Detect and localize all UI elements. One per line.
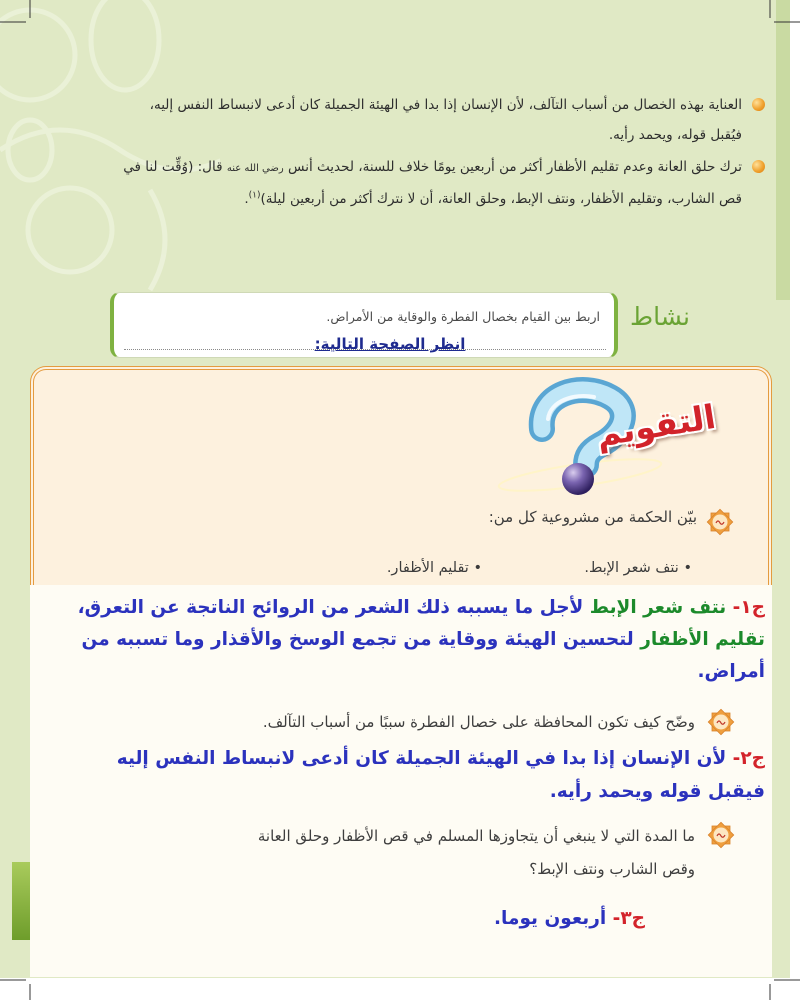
answer-text: لتحسين الهيئة ووقاية من تجمع الوسخ والأقذار وما تسببه من أمراض. xyxy=(81,629,765,682)
edge-color-strip xyxy=(776,0,790,300)
bullet-dot-icon xyxy=(752,98,765,111)
answer-line xyxy=(38,775,765,808)
answer-line xyxy=(38,592,765,624)
question-1-item: • تقليم الأظفار. xyxy=(386,560,482,576)
question-star-icon xyxy=(705,507,735,537)
point-line xyxy=(66,184,742,214)
answer-text: أربعون يوما. xyxy=(494,908,607,929)
activity-box xyxy=(110,292,618,358)
answer-highlight: تقليم الأظفار xyxy=(640,629,765,650)
question-1-item: • نتف شعر الإبط. xyxy=(584,560,692,576)
activity-prompt: اربط بين القيام بخصال الفطرة والوقاية من الأمراض. xyxy=(326,309,600,324)
question-2 xyxy=(38,707,765,737)
point-text: ترك حلق العانة وعدم تقليم الأظفار أكثر من أربعين يومًا خلاف للسنة، لحديث أنس xyxy=(288,159,742,175)
answer-label: ج١- xyxy=(732,597,765,618)
answers-panel xyxy=(30,585,772,977)
question-3 xyxy=(38,820,765,886)
edge-color-strip xyxy=(12,862,30,940)
evaluation-title: التقويم xyxy=(593,396,719,455)
footnote-ref: (١) xyxy=(248,190,261,201)
point-text: قص الشارب، وتقليم الأظفار، ونتف الإبط، وحلق العانة، أن لا نترك أكثر من أربعين ليلة) xyxy=(260,191,742,207)
bullet-dot-icon xyxy=(752,160,765,173)
honorific: رضي الله عنه xyxy=(226,163,284,174)
answer-label: ج٣- xyxy=(612,908,645,929)
point-line: العناية بهذه الخصال من أسباب التآلف، لأن الإنسان إذا بدا في الهيئة الجميلة كان أدعى لانبساط النفس إليه، xyxy=(149,97,742,113)
question-star-icon xyxy=(706,820,736,850)
point-text: . xyxy=(244,191,249,207)
question-3-line: ما المدة التي لا ينبغي أن يتجاوزها المسلم في قص الأظفار وحلق العانة xyxy=(257,827,695,845)
question-3-line: وقص الشارب ونتف الإبط؟ xyxy=(529,860,695,878)
answer-highlight: نتف شعر الإبط xyxy=(589,597,727,618)
answer-text: فيقبل قوله ويحمد رأيه. xyxy=(549,781,765,802)
point-text: قال: (وُقِّت لنا في xyxy=(123,159,223,175)
bullet-point xyxy=(66,90,742,150)
point-line xyxy=(66,152,742,184)
answer-1 xyxy=(38,592,765,688)
question-2-text: وضّح كيف تكون المحافظة على خصال الفطرة سببًا من أسباب التآلف. xyxy=(262,713,695,731)
point-line: فيُقبل قوله، ويحمد رأيه. xyxy=(608,127,742,143)
answer-3 xyxy=(38,903,765,935)
bullet-point xyxy=(66,152,742,214)
intro-points xyxy=(66,90,742,216)
question-1-text: بيّن الحكمة من مشروعية كل من: xyxy=(488,508,697,526)
activity-answer: انظر الصفحة التالية: xyxy=(314,335,466,353)
activity-label: نشاط xyxy=(630,302,690,331)
answer-text: لأن الإنسان إذا بدا في الهيئة الجميلة كان أدعى لانبساط النفس إليه xyxy=(116,748,727,769)
answer-text: لأجل ما يسببه ذلك الشعر من الروائح الناتجة عن التعرق، xyxy=(77,597,584,618)
question-star-icon xyxy=(706,707,736,737)
answer-line xyxy=(38,624,765,688)
answer-label: ج٢- xyxy=(732,748,765,769)
answer-line xyxy=(38,742,765,775)
answer-2 xyxy=(38,742,765,808)
